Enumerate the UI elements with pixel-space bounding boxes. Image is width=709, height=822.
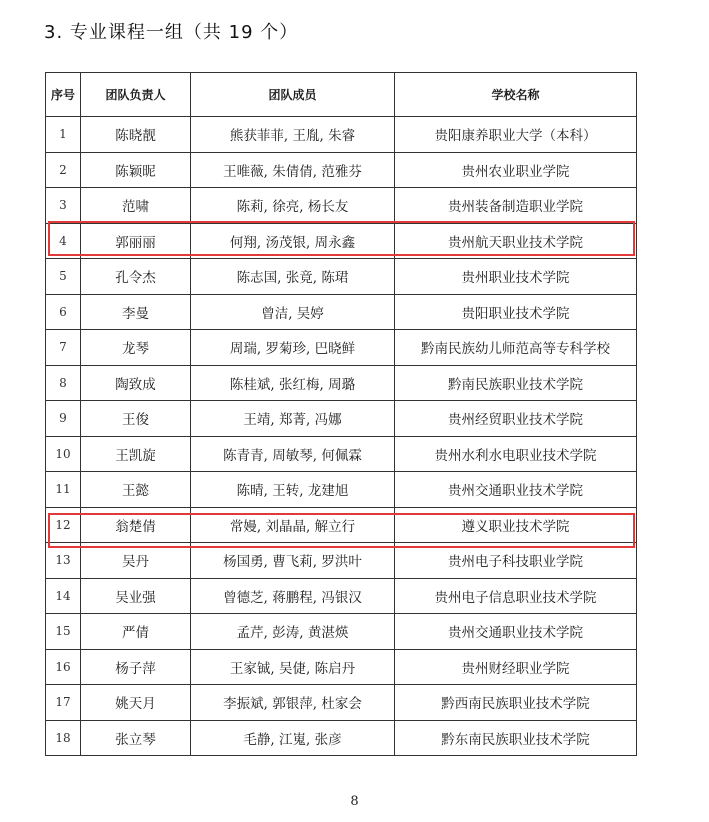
cell-school-name: 贵阳康养职业大学（本科） [395, 117, 637, 153]
cell-team-leader: 吴丹 [81, 543, 191, 579]
table-row [46, 720, 637, 756]
table-row [46, 578, 637, 614]
cell-team-members: 曾洁, 吴婷 [191, 294, 395, 330]
cell-school-name: 黔南民族幼儿师范高等专科学校 [395, 330, 637, 366]
cell-serial-number: 2 [46, 152, 81, 188]
cell-team-members: 周瑞, 罗菊珍, 巴晓鲜 [191, 330, 395, 366]
cell-team-leader: 杨子萍 [81, 649, 191, 685]
cell-team-members: 王唯薇, 朱倩倩, 范雅芬 [191, 152, 395, 188]
cell-team-members: 陈青青, 周敏琴, 何佩霖 [191, 436, 395, 472]
cell-team-leader: 翁楚倩 [81, 507, 191, 543]
table-body [46, 117, 637, 756]
cell-serial-number: 15 [46, 614, 81, 650]
cell-school-name: 贵州财经职业学院 [395, 649, 637, 685]
cell-serial-number: 17 [46, 685, 81, 721]
cell-serial-number: 8 [46, 365, 81, 401]
cell-school-name: 贵州农业职业学院 [395, 152, 637, 188]
cell-team-leader: 严倩 [81, 614, 191, 650]
cell-team-members: 常嫚, 刘晶晶, 解立行 [191, 507, 395, 543]
cell-school-name: 贵州电子信息职业技术学院 [395, 578, 637, 614]
table-row [46, 543, 637, 579]
cell-team-leader: 张立琴 [81, 720, 191, 756]
table-row [46, 472, 637, 508]
table-row [46, 685, 637, 721]
header-serial-number: 序号 [46, 73, 81, 117]
cell-team-members: 杨国勇, 曹飞莉, 罗洪叶 [191, 543, 395, 579]
header-row [46, 73, 637, 117]
cell-team-members: 陈晴, 王转, 龙建旭 [191, 472, 395, 508]
cell-serial-number: 7 [46, 330, 81, 366]
course-team-table [45, 72, 637, 756]
cell-team-members: 毛静, 江嵬, 张彦 [191, 720, 395, 756]
table-row [46, 436, 637, 472]
cell-serial-number: 9 [46, 401, 81, 437]
table-row [46, 401, 637, 437]
cell-school-name: 贵州职业技术学院 [395, 259, 637, 295]
cell-team-leader: 龙琴 [81, 330, 191, 366]
cell-team-leader: 陈颖昵 [81, 152, 191, 188]
cell-serial-number: 16 [46, 649, 81, 685]
cell-team-members: 熊获菲菲, 王胤, 朱睿 [191, 117, 395, 153]
table-row [46, 259, 637, 295]
cell-team-leader: 范啸 [81, 188, 191, 224]
cell-school-name: 贵州电子科技职业学院 [395, 543, 637, 579]
cell-team-members: 何翔, 汤茂银, 周永鑫 [191, 223, 395, 259]
cell-team-members: 陈志国, 张竟, 陈珺 [191, 259, 395, 295]
table-row [46, 223, 637, 259]
page-number: 8 [350, 794, 359, 809]
cell-serial-number: 13 [46, 543, 81, 579]
header-team-leader: 团队负责人 [81, 73, 191, 117]
table-row [46, 330, 637, 366]
cell-school-name: 贵州交通职业技术学院 [395, 472, 637, 508]
cell-team-leader: 孔令杰 [81, 259, 191, 295]
table-row [46, 188, 637, 224]
cell-serial-number: 10 [46, 436, 81, 472]
table-row [46, 614, 637, 650]
cell-team-leader: 姚天月 [81, 685, 191, 721]
cell-school-name: 贵州交通职业技术学院 [395, 614, 637, 650]
cell-serial-number: 18 [46, 720, 81, 756]
cell-serial-number: 5 [46, 259, 81, 295]
cell-team-leader: 郭丽丽 [81, 223, 191, 259]
section-heading: 3. 专业课程一组（共 19 个） [44, 22, 299, 43]
cell-team-members: 孟芹, 彭涛, 黄湛煐 [191, 614, 395, 650]
cell-team-members: 王靖, 郑菁, 冯娜 [191, 401, 395, 437]
cell-school-name: 遵义职业技术学院 [395, 507, 637, 543]
cell-serial-number: 12 [46, 507, 81, 543]
cell-school-name: 贵州装备制造职业学院 [395, 188, 637, 224]
cell-team-leader: 王凯旋 [81, 436, 191, 472]
cell-team-leader: 李曼 [81, 294, 191, 330]
cell-serial-number: 11 [46, 472, 81, 508]
cell-team-members: 陈莉, 徐亮, 杨长友 [191, 188, 395, 224]
cell-school-name: 贵州航天职业技术学院 [395, 223, 637, 259]
cell-school-name: 贵阳职业技术学院 [395, 294, 637, 330]
cell-serial-number: 1 [46, 117, 81, 153]
cell-school-name: 黔西南民族职业技术学院 [395, 685, 637, 721]
cell-team-members: 李振斌, 郭银萍, 杜家会 [191, 685, 395, 721]
cell-team-leader: 王俊 [81, 401, 191, 437]
header-school-name: 学校名称 [395, 73, 637, 117]
table-row [46, 294, 637, 330]
table-row [46, 117, 637, 153]
cell-school-name: 黔南民族职业技术学院 [395, 365, 637, 401]
cell-team-members: 陈桂斌, 张红梅, 周璐 [191, 365, 395, 401]
table-header [46, 73, 637, 117]
cell-team-leader: 王懿 [81, 472, 191, 508]
cell-serial-number: 6 [46, 294, 81, 330]
cell-school-name: 贵州经贸职业技术学院 [395, 401, 637, 437]
table-row [46, 507, 637, 543]
cell-team-leader: 吴业强 [81, 578, 191, 614]
table-row [46, 152, 637, 188]
table-row [46, 649, 637, 685]
cell-team-leader: 陈晓靓 [81, 117, 191, 153]
table-row [46, 365, 637, 401]
cell-team-members: 王家铖, 吴倢, 陈启丹 [191, 649, 395, 685]
cell-school-name: 黔东南民族职业技术学院 [395, 720, 637, 756]
cell-school-name: 贵州水利水电职业技术学院 [395, 436, 637, 472]
cell-serial-number: 4 [46, 223, 81, 259]
cell-team-leader: 陶致成 [81, 365, 191, 401]
cell-team-members: 曾德芝, 蒋鹏程, 冯银汉 [191, 578, 395, 614]
cell-serial-number: 3 [46, 188, 81, 224]
header-team-members: 团队成员 [191, 73, 395, 117]
cell-serial-number: 14 [46, 578, 81, 614]
